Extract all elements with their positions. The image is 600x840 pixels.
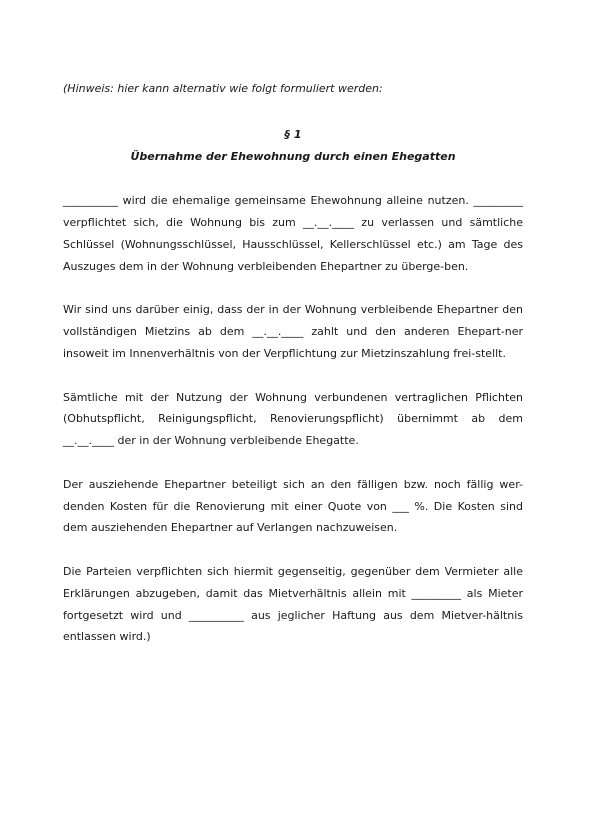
document-body [63,78,523,648]
paragraph-3: Sämtliche mit der Nutzung der Wohnung verbundenen vertraglichen Pflichten (Obhutspflicht, Reinigungspflicht, Renovierungspflicht) übernimmt ab dem __.__.____ der in der Wohnung verbleibende Ehegatte. [63,390,523,448]
section-number: § 1 [284,127,302,141]
paragraph-5: Die Parteien verpflichten sich hiermit gegenseitig, gegenüber dem Vermieter alle Erklärungen abzugeben, damit das Mietverhältnis allein mit _________ als Mieter fortgesetzt wird und __________ aus jeglicher Haftung aus dem Mietver-hältnis entlassen wird.) [63,564,523,644]
paragraph-1: __________ wird die ehemalige gemeinsame Ehewohnung alleine nutzen. _________ verpflichtet sich, die Wohnung bis zum __.__.____ zu verlassen und sämtliche Schlüssel (Wohnungsschlüssel, Hausschlüssel, Kellerschlüssel etc.) am Tage des Auszuges dem in der Wohnung verbleibenden Ehepartner zu überge-ben. [63,194,523,273]
hint-note: (Hinweis: hier kann alternativ wie folgt formuliert werden: [63,82,383,95]
paragraph-2: Wir sind uns darüber einig, dass der in der Wohnung verbleibende Ehepartner den vollständigen Mietzins ab dem __.__.____ zahlt und den anderen Ehepart-ner insoweit im Innenverhältnis von der Verpflichtung zur Mietzinszahlung frei-stellt. [63,303,523,360]
paragraph-4: Der ausziehende Ehepartner beteiligt sich an den fälligen bzw. noch fällig wer-denden Kosten für die Renovierung mit einer Quote von ___ %. Die Kosten sind dem ausziehenden Ehepartner auf Verlangen nachzuweisen. [63,477,523,535]
section-title: Übernahme der Ehewohnung durch einen Ehegatten [130,149,456,163]
